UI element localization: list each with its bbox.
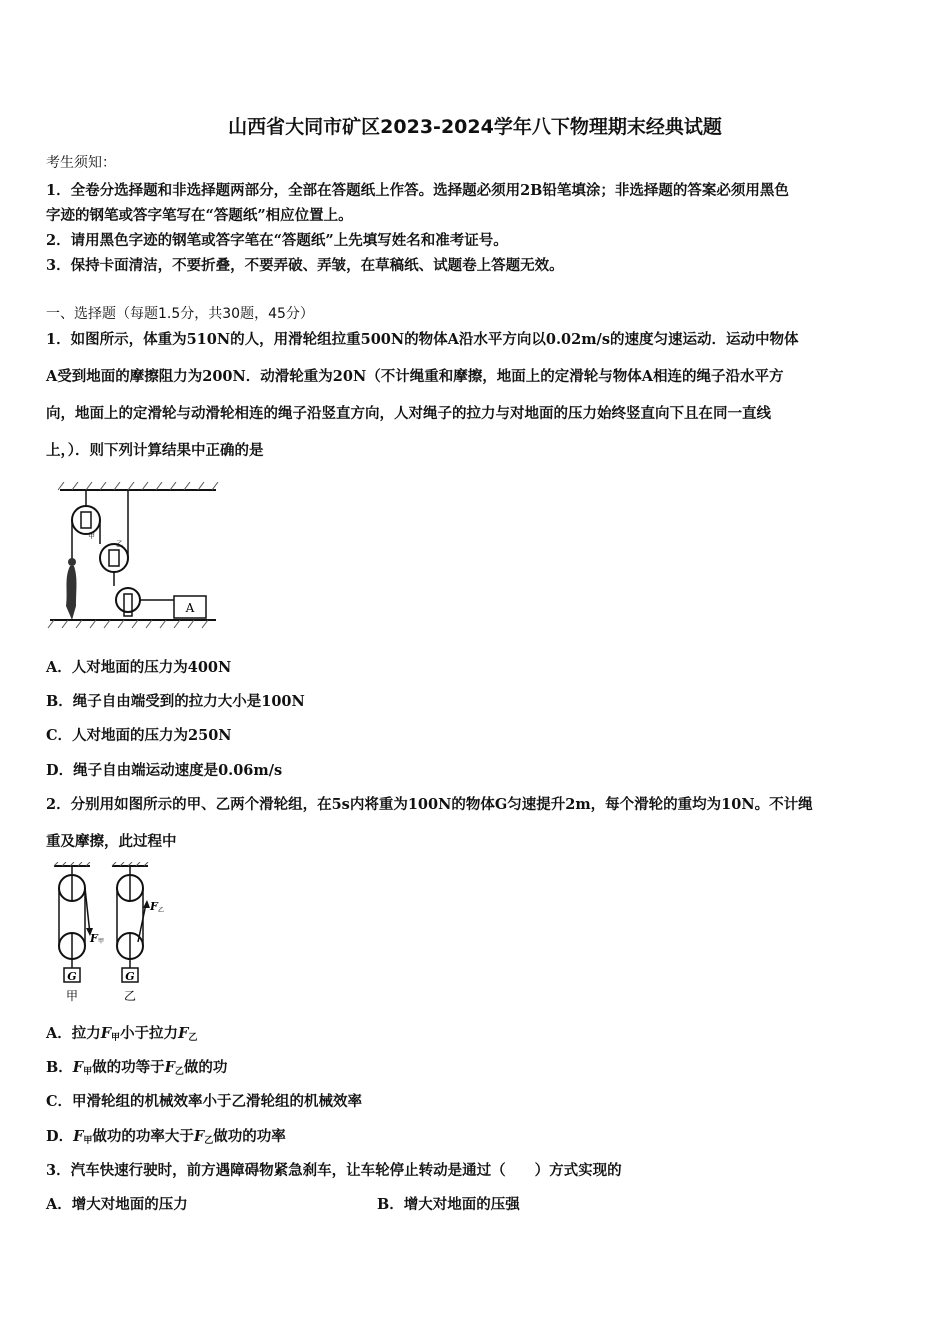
notice-item-3: 3．保持卡面清洁，不要折叠，不要弄破、弄皱，在草稿纸、试题卷上答题无效。 bbox=[46, 257, 564, 274]
pulley-set-jia bbox=[54, 862, 104, 1003]
q2-option-b: B．$F_甲$做的功等于$F_乙$做的功 bbox=[46, 1059, 228, 1077]
notice-item-1b: 字迹的钢笔或答字笔写在“答题纸”相应位置上。 bbox=[46, 207, 353, 224]
pulley-set-yi bbox=[112, 862, 164, 1003]
section-heading: 一、选择题（每题1.5分，共30题，45分） bbox=[46, 306, 314, 322]
q1-option-a: A．人对地面的压力为400N bbox=[46, 659, 232, 676]
force-sub-yi: 乙 bbox=[158, 907, 165, 914]
q3-stem: 3．汽车快速行驶时，前方遇障碍物紧急刹车，让车轮停止转动是通过（ ）方式实现的 bbox=[46, 1162, 622, 1179]
notice-item-1a: 1．全卷分选择题和非选择题两部分，全部在答题纸上作答。选择题必须用2B铅笔填涂；非选择题的答案必须用黑色 bbox=[46, 182, 789, 199]
q2-pulley-figure bbox=[46, 862, 186, 1004]
force-label-jia: F bbox=[90, 932, 98, 945]
force-label-yi: F bbox=[150, 900, 158, 913]
q2-option-a: A．拉力$F_甲$小于拉力$F_乙$ bbox=[46, 1025, 198, 1043]
q1-option-c: C．人对地面的压力为250N bbox=[46, 727, 232, 744]
q2-option-d: D．$F_甲$做功的功率大于$F_乙$做功的功率 bbox=[46, 1128, 286, 1146]
q3-option-b: B．增大对地面的压强 bbox=[377, 1196, 520, 1213]
weight-label-yi: G bbox=[125, 970, 135, 983]
q1-stem-line-2: A受到地面的摩擦阻力为200N．动滑轮重为20N（不计绳重和摩擦，地面上的定滑轮与物体A相连的绳子沿水平方 bbox=[46, 368, 784, 385]
notice-heading: 考生须知： bbox=[46, 155, 116, 171]
force-sub-jia: 甲 bbox=[98, 938, 105, 945]
caption-yi: 乙 bbox=[123, 989, 137, 1003]
q2-stem-line-2: 重及摩擦，此过程中 bbox=[46, 833, 177, 850]
q1-pulley-figure bbox=[46, 482, 222, 634]
q2-option-c: C．甲滑轮组的机械效率小于乙滑轮组的机械效率 bbox=[46, 1093, 363, 1110]
q1-option-b: B．绳子自由端受到的拉力大小是100N bbox=[46, 693, 305, 710]
pulley-label-jia: 甲 bbox=[88, 532, 95, 540]
q1-option-d: D．绳子自由端运动速度是0.06m/s bbox=[46, 762, 283, 779]
pulley-label-yi: 乙 bbox=[116, 540, 123, 548]
q3-option-a: A．增大对地面的压力 bbox=[46, 1196, 188, 1213]
weight-label-jia: G bbox=[67, 970, 77, 983]
q1-stem-line-3: 向，地面上的定滑轮与动滑轮相连的绳子沿竖直方向，人对绳子的拉力与对地面的压力始终竖直向下且在同一直线 bbox=[46, 405, 771, 422]
block-a-label: A bbox=[185, 601, 195, 615]
notice-item-2: 2．请用黑色字迹的钢笔或答字笔在“答题纸”上先填写姓名和准考证号。 bbox=[46, 232, 508, 249]
q1-stem-line-1: 1．如图所示，体重为510N的人，用滑轮组拉重500N的物体A沿水平方向以0.02m/s的速度匀速运动．运动中物体 bbox=[46, 331, 799, 348]
caption-jia: 甲 bbox=[65, 989, 79, 1003]
q2-stem-line-1: 2．分别用如图所示的甲、乙两个滑轮组，在5s内将重为100N的物体G匀速提升2m，每个滑轮的重均为10N。不计绳 bbox=[46, 796, 813, 813]
q1-stem-line-4: 上，）．则下列计算结果中正确的是 bbox=[46, 442, 264, 459]
page-title: 山西省大同市矿区2023-2024学年八下物理期末经典试题 bbox=[228, 116, 722, 138]
